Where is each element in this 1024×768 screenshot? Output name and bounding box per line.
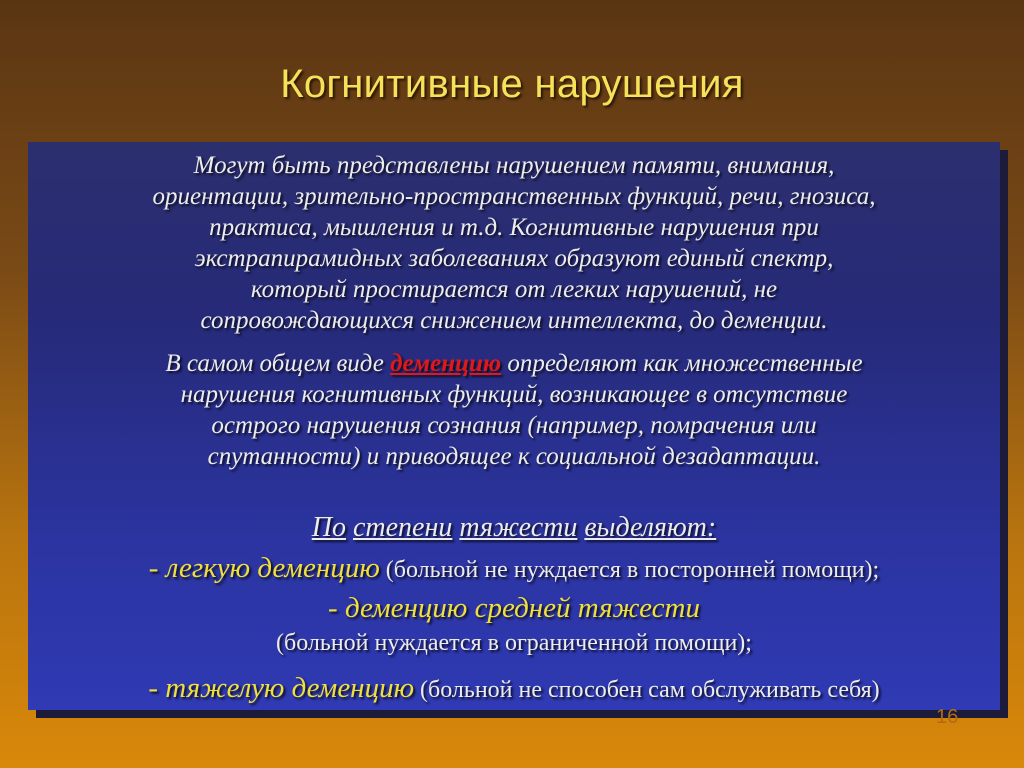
- text-line: который простирается от легких нарушений, не: [250, 276, 778, 303]
- severity-heading: [28, 512, 1000, 544]
- severity-label: - деменцию средней тяжести: [328, 592, 700, 624]
- severity-note: (больной не нуждается в посторонней помощи);: [379, 557, 880, 583]
- text-line: сопровождающихся снижением интеллекта, до деменции.: [200, 307, 828, 334]
- text-rest: определяют как множественные: [501, 350, 863, 377]
- slide-title: Когнитивные нарушения: [280, 62, 744, 106]
- severity-item-moderate: [28, 592, 1000, 625]
- text-line: острого нарушения сознания (например, помрачения или: [211, 412, 817, 439]
- text-line: Могут быть представлены нарушением памяти, внимания,: [193, 152, 835, 179]
- severity-note-moderate: [28, 630, 1000, 657]
- text-line: практиса, мышления и т.д. Когнитивные нарушения при: [209, 214, 819, 241]
- content-panel: [28, 142, 1000, 710]
- paragraph-cognitive-disorders: [28, 150, 1000, 336]
- severity-label: - тяжелую деменцию: [148, 672, 415, 704]
- severity-label: - легкую деменцию: [148, 552, 380, 584]
- heading-word: выделяют:: [584, 512, 717, 543]
- heading-word: По: [311, 512, 346, 543]
- text-line: ориентации, зрительно-пространственных функций, речи, гнозиса,: [152, 183, 876, 210]
- heading-word: тяжести: [459, 512, 578, 543]
- text-line: нарушения когнитивных функций, возникающее в отсутствие: [180, 381, 848, 408]
- severity-item-severe: [28, 672, 1000, 705]
- text-line: спутанности) и приводящее к социальной дезадаптации.: [207, 443, 821, 470]
- text-line: экстрапирамидных заболеваниях образуют единый спектр,: [194, 245, 834, 272]
- severity-note: (больной не способен сам обслуживать себя): [414, 677, 880, 703]
- heading-word: степени: [352, 512, 453, 543]
- severity-note: (больной нуждается в ограниченной помощи);: [276, 630, 752, 656]
- text-line: [28, 348, 1000, 379]
- page-number: 16: [936, 706, 959, 728]
- text-lead: В самом общем виде: [165, 350, 391, 377]
- severity-item-mild: [28, 552, 1000, 585]
- dementia-highlight: деменцию: [390, 350, 502, 377]
- paragraph-dementia-definition: [28, 348, 1000, 472]
